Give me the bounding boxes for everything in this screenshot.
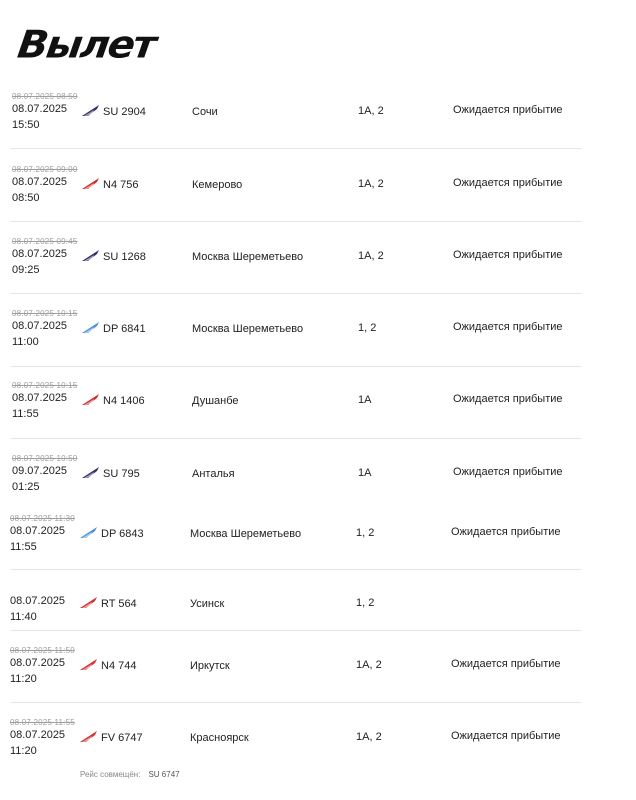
terminal: 1, 2 <box>356 597 375 609</box>
destination-city: Душанбе <box>192 395 239 407</box>
flight-status: Ожидается прибытие <box>453 321 563 333</box>
terminal: 1A <box>358 394 372 406</box>
departure-date: 08.07.2025 <box>12 248 68 260</box>
terminal: 1A, 2 <box>358 250 384 262</box>
flight-status: Ожидается прибытие <box>453 466 563 478</box>
page-title: Вылет <box>14 23 158 67</box>
departure-time: 11:20 <box>10 745 37 757</box>
row-divider <box>10 366 582 367</box>
departure-time: 11:40 <box>10 611 37 623</box>
destination-city: Красноярск <box>190 732 249 744</box>
terminal: 1A, 2 <box>356 659 382 671</box>
row-divider <box>10 569 582 570</box>
terminal: 1A <box>358 467 372 479</box>
flight-status: Ожидается прибытие <box>453 177 563 189</box>
flight-status: Ожидается прибытие <box>451 526 561 538</box>
flight-number[interactable]: SU 795 <box>103 468 140 480</box>
terminal: 1A, 2 <box>358 178 384 190</box>
departure-date: 08.07.2025 <box>12 392 68 404</box>
flight-number[interactable]: RT 564 <box>101 598 137 610</box>
flight-number[interactable]: DP 6841 <box>103 323 146 335</box>
departure-time: 11:55 <box>10 541 37 553</box>
flight-status: Ожидается прибытие <box>453 393 563 405</box>
flight-status: Ожидается прибытие <box>453 249 563 261</box>
departure-date: 08.07.2025 <box>10 525 66 537</box>
destination-city: Иркутск <box>190 660 230 672</box>
destination-city: Москва Шереметьево <box>192 251 304 263</box>
departure-date: 08.07.2025 <box>10 595 66 607</box>
departure-time: 11:00 <box>12 336 39 348</box>
flight-number[interactable]: N4 1406 <box>103 395 145 407</box>
departure-date: 09.07.2025 <box>12 465 68 477</box>
airline-logo-icon <box>81 104 101 118</box>
destination-city: Москва Шереметьево <box>192 323 304 335</box>
flight-number[interactable]: N4 744 <box>101 660 137 672</box>
destination-city: Усинск <box>190 598 225 610</box>
terminal: 1, 2 <box>356 527 375 539</box>
scheduled-time-struck: 08.07.2025 08:50 <box>12 92 78 101</box>
terminal: 1, 2 <box>358 322 377 334</box>
departure-time: 15:50 <box>12 119 40 131</box>
airline-logo-icon <box>81 249 101 263</box>
departure-date: 08.07.2025 <box>10 657 66 669</box>
airline-logo-icon <box>79 658 99 672</box>
destination-city: Кемерово <box>192 179 243 191</box>
departure-date: 08.07.2025 <box>12 103 68 115</box>
scheduled-time-struck: 08.07.2025 09:45 <box>12 237 78 246</box>
departure-time: 08:50 <box>12 192 40 204</box>
destination-city: Сочи <box>192 106 218 118</box>
airline-logo-icon <box>81 321 101 335</box>
row-divider <box>10 293 582 294</box>
scheduled-time-struck: 08.07.2025 11:30 <box>10 514 75 523</box>
departure-time: 11:20 <box>10 673 37 685</box>
departure-date: 08.07.2025 <box>12 176 68 188</box>
departure-time: 09:25 <box>12 264 40 276</box>
airline-logo-icon <box>79 526 99 540</box>
departure-time: 01:25 <box>12 481 40 493</box>
departure-time: 11:55 <box>12 408 39 420</box>
flight-number[interactable]: FV 6747 <box>101 732 143 744</box>
airline-logo-icon <box>79 730 99 744</box>
flight-status: Ожидается прибытие <box>453 104 563 116</box>
codeshare-note <box>80 770 180 779</box>
airline-logo-icon <box>81 177 101 191</box>
flight-number[interactable]: DP 6843 <box>101 528 144 540</box>
departure-date: 08.07.2025 <box>10 729 66 741</box>
scheduled-time-struck: 08.07.2025 11:50 <box>10 646 75 655</box>
row-divider <box>10 438 582 439</box>
row-divider <box>10 702 582 703</box>
flight-status: Ожидается прибытие <box>451 730 561 742</box>
scheduled-time-struck: 08.07.2025 10:15 <box>12 309 78 318</box>
row-divider <box>10 148 582 149</box>
codeshare-label: Рейс совмещён: <box>80 770 141 779</box>
scheduled-time-struck: 08.07.2025 11:55 <box>10 718 75 727</box>
departure-date: 08.07.2025 <box>12 320 68 332</box>
flight-status: Ожидается прибытие <box>451 658 561 670</box>
scheduled-time-struck: 08.07.2025 10:15 <box>12 381 78 390</box>
destination-city: Москва Шереметьево <box>190 528 302 540</box>
flight-number[interactable]: SU 1268 <box>103 251 146 263</box>
scheduled-time-struck: 08.07.2025 10:50 <box>12 454 78 463</box>
terminal: 1A, 2 <box>358 105 384 117</box>
airline-logo-icon <box>81 393 101 407</box>
scheduled-time-struck: 08.07.2025 09:00 <box>12 165 78 174</box>
airline-logo-icon <box>81 466 101 480</box>
row-divider <box>10 630 582 631</box>
flight-number[interactable]: SU 2904 <box>103 106 146 118</box>
codeshare-flight: SU 6747 <box>148 770 180 779</box>
flight-number[interactable]: N4 756 <box>103 179 139 191</box>
row-divider <box>10 221 582 222</box>
destination-city: Анталья <box>192 468 235 480</box>
terminal: 1A, 2 <box>356 731 382 743</box>
airline-logo-icon <box>79 596 99 610</box>
